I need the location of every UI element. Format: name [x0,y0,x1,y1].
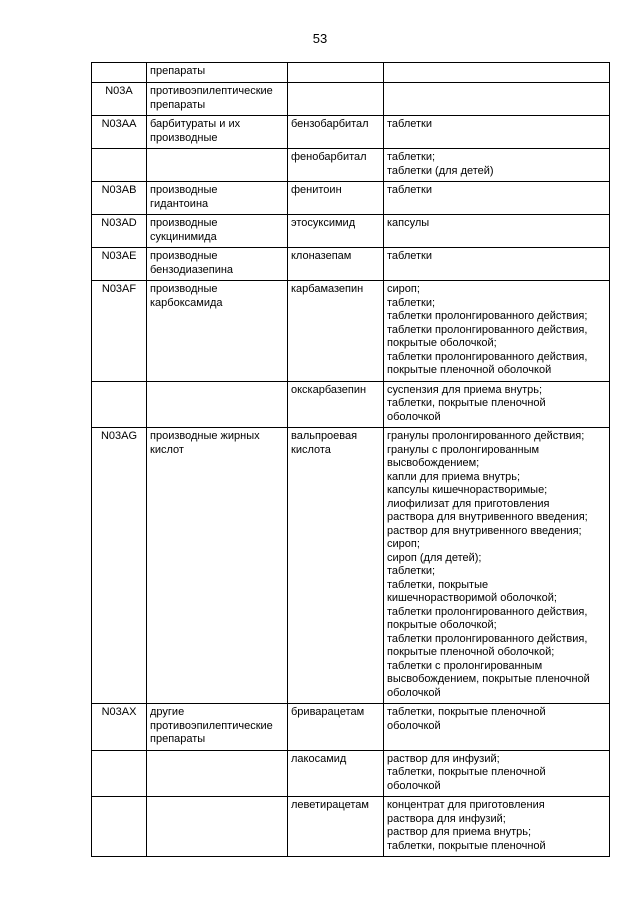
cell-text-line: таблетки пролонгированного действия, [387,632,588,645]
table-row [92,63,610,83]
cell-text-line: раствор для инфузий; [387,752,500,765]
cell-atc-code [92,704,147,751]
cell-text-line: таблетки, покрытые пленочной [387,839,546,852]
cell-group-name [147,428,288,704]
cell-text-line: производные [150,250,218,262]
cell-atc-code [92,116,147,149]
cell-group-name [147,83,288,116]
cell-drug-name [288,281,384,382]
cell-text-line: вальпроевая [291,430,358,442]
cell-atc-code [92,281,147,382]
cell-atc-code [92,428,147,704]
cell-text-line: капсулы кишечнорастворимые; [387,484,548,496]
cell-dosage-forms [384,281,610,382]
table-row [92,750,610,797]
cell-group-name [147,116,288,149]
table-row [92,704,610,751]
cell-text-line: таблетки пролонгированного действия, [387,323,588,336]
cell-text-line: препараты [150,98,206,111]
cell-atc-code [92,215,147,248]
cell-atc-code [92,63,147,83]
cell-text-line: таблетки [387,184,433,196]
cell-text-line: таблетки [387,250,433,262]
page-number: 53 [312,31,328,46]
table-row [92,381,610,428]
cell-text-line: оболочкой [387,410,441,423]
table-row [92,182,610,215]
cell-text-line: таблетки; [387,151,436,163]
cell-text-line: N03AG [100,430,138,442]
cell-text-line: производные [150,217,218,229]
cell-text-line: оболочкой [387,779,441,792]
cell-drug-name [288,63,384,83]
cell-text-line: гранулы с пролонгированным [387,443,540,456]
cell-text-line: сироп; [387,538,420,550]
cell-dosage-forms [384,750,610,797]
cell-text-line: N03AE [101,250,137,262]
cell-text-line: N03AA [101,118,137,130]
cell-text-line: таблетки; [387,565,436,577]
cell-group-name [147,215,288,248]
cell-text-line: покрытые оболочкой; [387,619,497,631]
table-row [92,149,610,182]
cell-text-line: капли для приема внутрь; [387,470,521,483]
cell-drug-name [288,215,384,248]
cell-text-line: барбитураты и их [150,118,241,130]
cell-group-name [147,63,288,83]
cell-drug-name [288,182,384,215]
cell-text-line: другие [150,706,185,718]
table-row [92,428,610,704]
cell-text-line: таблетки (для детей) [387,164,494,177]
cell-atc-code [92,149,147,182]
cell-dosage-forms [384,63,610,83]
cell-text-line: сукцинимида [150,230,217,243]
cell-text-line: таблетки, покрытые пленочной [387,397,546,409]
cell-text-line: N03AF [101,283,137,295]
cell-atc-code [92,797,147,857]
cell-dosage-forms [384,182,610,215]
cell-text-line: сироп (для детей); [387,551,482,564]
cell-text-line: лиофилизат для приготовления [387,497,550,510]
cell-text-line: кислота [291,443,331,456]
cell-text-line: бриварацетам [291,706,365,718]
cell-text-line: производные [150,283,218,295]
cell-text-line: фенитоин [291,184,342,196]
cell-drug-name [288,797,384,857]
table-row [92,797,610,857]
table-row [92,248,610,281]
cell-dosage-forms [384,248,610,281]
cell-text-line: карбамазепин [291,283,364,295]
cell-dosage-forms [384,428,610,704]
cell-dosage-forms [384,83,610,116]
drug-table [91,62,610,857]
cell-text-line: окскарбазепин [291,383,367,396]
cell-text-line: сироп; [387,283,420,295]
table-row [92,116,610,149]
cell-text-line: покрытые пленочной оболочкой; [387,646,555,658]
cell-text-line: этосуксимид [291,217,356,229]
cell-text-line: таблетки; [387,296,436,309]
cell-text-line: таблетки, покрытые пленочной [387,706,546,718]
cell-atc-code [92,83,147,116]
cell-group-name [147,182,288,215]
cell-text-line: N03AB [101,184,137,196]
cell-dosage-forms [384,704,610,751]
cell-text-line: лакосамид [291,752,347,765]
cell-drug-name [288,750,384,797]
cell-text-line: противоэпилептические [150,85,273,97]
cell-dosage-forms [384,116,610,149]
cell-text-line: раствор для внутривенного введения; [387,524,582,537]
cell-text-line: противоэпилептические [150,719,273,732]
cell-text-line: карбоксамида [150,296,223,309]
cell-text-line: таблетки пролонгированного действия; [387,310,588,322]
cell-text-line: препараты [150,733,206,745]
cell-atc-code [92,381,147,428]
cell-text-line: N03A [105,85,133,97]
cell-atc-code [92,182,147,215]
cell-dosage-forms [384,149,610,182]
table-row [92,83,610,116]
cell-drug-name [288,704,384,751]
cell-text-line: фенобарбитал [291,151,367,163]
cell-atc-code [92,750,147,797]
cell-dosage-forms [384,215,610,248]
cell-text-line: оболочкой [387,719,441,732]
cell-group-name [147,149,288,182]
cell-text-line: покрытые оболочкой; [387,337,497,349]
cell-dosage-forms [384,381,610,428]
table-body [92,63,610,857]
cell-text-line: высвобождением; [387,457,480,469]
cell-text-line: производные [150,131,218,144]
cell-text-line: гидантоина [150,197,209,210]
cell-drug-name [288,83,384,116]
cell-drug-name [288,116,384,149]
cell-text-line: кишечнорастворимой оболочкой; [387,592,557,604]
cell-text-line: концентрат для приготовления [387,799,545,811]
cell-text-line: N03AD [101,217,137,229]
cell-text-line: кислот [150,443,184,456]
cell-text-line: бензодиазепина [150,263,234,276]
cell-text-line: оболочкой [387,686,441,699]
cell-text-line: клоназепам [291,250,352,262]
cell-text-line: таблетки пролонгированного действия, [387,350,588,363]
cell-text-line: суспензия для приема внутрь; [387,383,543,396]
cell-group-name [147,281,288,382]
cell-text-line: бензобарбитал [291,118,369,130]
cell-text-line: раствора для инфузий; [387,812,506,825]
cell-text-line: раствор для приема внутрь; [387,826,532,838]
cell-group-name [147,750,288,797]
cell-text-line: таблетки пролонгированного действия, [387,605,588,618]
cell-drug-name [288,149,384,182]
cell-text-line: раствора для внутривенного введения; [387,511,588,523]
cell-drug-name [288,248,384,281]
cell-text-line: производные жирных [150,430,260,442]
cell-text-line: таблетки, покрытые пленочной [387,766,546,778]
cell-text-line: N03AX [101,706,137,718]
cell-text-line: покрытые пленочной оболочкой [387,364,552,376]
cell-dosage-forms [384,797,610,857]
cell-group-name [147,797,288,857]
table-row [92,215,610,248]
cell-text-line: высвобождением, покрытые пленочной [387,673,590,685]
table-row [92,281,610,382]
cell-group-name [147,381,288,428]
cell-group-name [147,248,288,281]
cell-group-name [147,704,288,751]
cell-drug-name [288,428,384,704]
cell-text-line: таблетки [387,118,433,130]
cell-text-line: леветирацетам [291,799,369,811]
cell-atc-code [92,248,147,281]
cell-drug-name [288,381,384,428]
cell-text-line: таблетки, покрытые [387,578,489,591]
cell-text-line: капсулы [387,217,430,229]
cell-text-line: гранулы пролонгированного действия; [387,430,585,442]
cell-text-line: производные [150,184,218,196]
cell-text-line: таблетки с пролонгированным [387,659,543,672]
cell-text-line: препараты [150,65,206,77]
